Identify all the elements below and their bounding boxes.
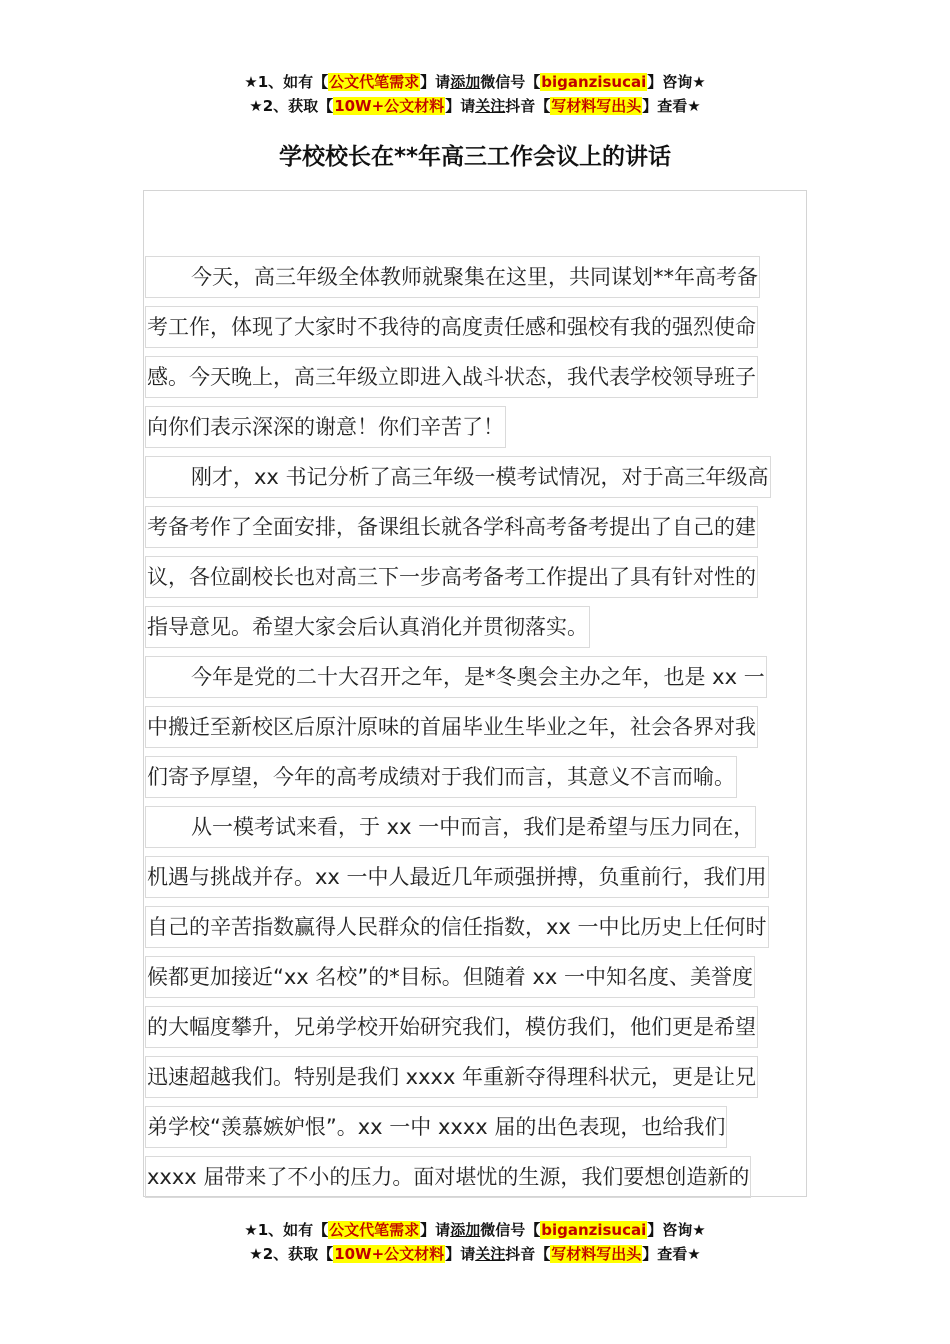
text-line-content: 今年是党的二十大召开之年，是*冬奥会主办之年，也是 xx 一 (145, 656, 767, 698)
text-line-content: 议，各位副校长也对高三下一步高考备考工作提出了具有针对性的 (145, 556, 758, 598)
text-line (145, 604, 807, 654)
ad-highlight: biganzisucai (541, 73, 647, 91)
ad-line-1 (0, 70, 950, 94)
text-line (145, 754, 807, 804)
text-line-content: 自己的辛苦指数赢得人民群众的信任指数，xx 一中比历史上任何时 (145, 906, 769, 948)
ad-highlight: 写材料写出头 (551, 1245, 642, 1263)
text-line-content: 机遇与挑战并存。xx 一中人最近几年顽强拼搏，负重前行，我们用 (145, 856, 769, 898)
ad-highlight: 写材料写出头 (551, 97, 642, 115)
ad-text: 】请 (420, 73, 451, 91)
text-line-content: 的大幅度攀升，兄弟学校开始研究我们，模仿我们，他们更是希望 (145, 1006, 758, 1048)
ad-underline: 添加 (450, 73, 481, 91)
text-line (145, 354, 807, 404)
text-line (145, 454, 807, 504)
ad-text: 】查看★ (642, 1245, 701, 1263)
text-line-content: 向你们表示深深的谢意！你们辛苦了！ (145, 406, 506, 448)
text-line (145, 704, 807, 754)
text-line-content: 指导意见。希望大家会后认真消化并贯彻落实。 (145, 606, 590, 648)
text-line (145, 404, 807, 454)
text-line (145, 654, 807, 704)
ad-text: 微信号【 (480, 1221, 541, 1239)
ad-text: 微信号【 (480, 73, 541, 91)
paragraph (145, 254, 807, 454)
text-line (145, 1004, 807, 1054)
text-line (145, 804, 807, 854)
text-line (145, 504, 807, 554)
ad-text: ★2、获取【 (249, 1245, 334, 1263)
text-line (145, 1054, 807, 1104)
header-ad (0, 70, 950, 118)
text-line (145, 254, 807, 304)
footer-ad (0, 1218, 950, 1266)
text-line-content: 从一模考试来看，于 xx 一中而言，我们是希望与压力同在， (145, 806, 756, 848)
paragraph (145, 654, 807, 804)
text-line (145, 854, 807, 904)
ad-text: 】请 (445, 97, 476, 115)
ad-highlight: 公文代笔需求 (329, 1221, 420, 1239)
document-title: 学校校长在**年高三工作会议上的讲话 (278, 144, 672, 170)
ad-text: 】咨询★ (647, 73, 706, 91)
text-line-content: 迅速超越我们。特别是我们 xxxx 年重新夺得理科状元，更是让兄 (145, 1056, 758, 1098)
ad-highlight: 10W+公文材料 (334, 97, 445, 115)
text-line (145, 1154, 807, 1204)
text-line-content: 候都更加接近“xx 名校”的*目标。但随着 xx 一中知名度、美誉度 (145, 956, 755, 998)
ad-line-2 (0, 94, 950, 118)
text-line (145, 554, 807, 604)
text-line (145, 904, 807, 954)
ad-text: 】请 (445, 1245, 476, 1263)
text-line (145, 1104, 807, 1154)
ad-underline: 关注 (475, 97, 506, 115)
ad-line-1 (0, 1218, 950, 1242)
ad-text: ★2、获取【 (249, 97, 334, 115)
paragraph (145, 454, 807, 654)
ad-text: 抖音【 (505, 97, 551, 115)
ad-highlight: 10W+公文材料 (334, 1245, 445, 1263)
text-line-content: 今天，高三年级全体教师就聚集在这里，共同谋划**年高考备 (145, 256, 760, 298)
ad-underline: 关注 (475, 1245, 506, 1263)
ad-text: ★1、如有【 (244, 73, 329, 91)
ad-text: ★1、如有【 (244, 1221, 329, 1239)
ad-line-2 (0, 1242, 950, 1266)
ad-text: 】查看★ (642, 97, 701, 115)
ad-highlight: 公文代笔需求 (329, 73, 420, 91)
text-line (145, 954, 807, 1004)
text-line-content: 弟学校“羡慕嫉妒恨”。xx 一中 xxxx 届的出色表现，也给我们 (145, 1106, 727, 1148)
ad-highlight: biganzisucai (541, 1221, 647, 1239)
paragraph (145, 804, 807, 1204)
text-line-content: 们寄予厚望，今年的高考成绩对于我们而言，其意义不言而喻。 (145, 756, 737, 798)
text-line-content: 考备考作了全面安排，备课组长就各学科高考备考提出了自己的建 (145, 506, 758, 548)
ad-underline: 添加 (450, 1221, 481, 1239)
text-line-content: 感。今天晚上，高三年级立即进入战斗状态，我代表学校领导班子 (145, 356, 758, 398)
ad-text: 】咨询★ (647, 1221, 706, 1239)
ad-text: 】请 (420, 1221, 451, 1239)
text-line-content: 考工作，体现了大家时不我待的高度责任感和强校有我的强烈使命 (145, 306, 758, 348)
text-line-content: 刚才，xx 书记分析了高三年级一模考试情况，对于高三年级高 (145, 456, 771, 498)
text-line-content: 中搬迁至新校区后原汁原味的首届毕业生毕业之年，社会各界对我 (145, 706, 758, 748)
text-line (145, 304, 807, 354)
ad-text: 抖音【 (505, 1245, 551, 1263)
document-body (145, 254, 807, 1204)
text-line-content: xxxx 届带来了不小的压力。面对堪忧的生源，我们要想创造新的 (145, 1156, 751, 1198)
